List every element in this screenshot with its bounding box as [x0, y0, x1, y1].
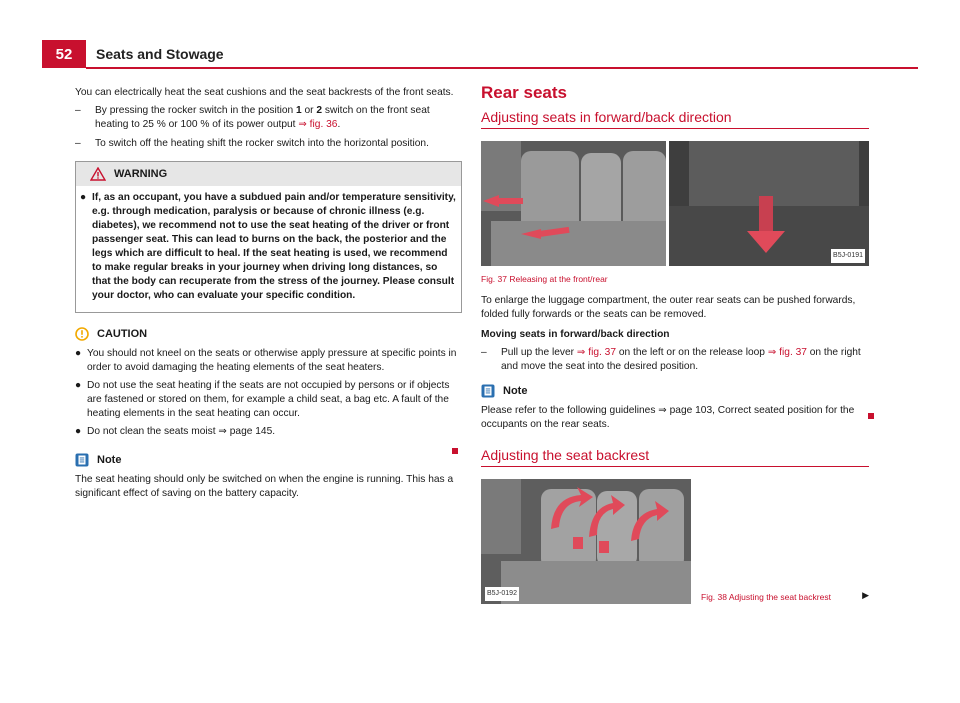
rear-seats-illustration [481, 141, 666, 266]
caution-header [75, 327, 462, 341]
step-1: – By pressing the rocker switch in the position 1 or 2 switch on the front seat heating to 25 % or 100 % of its power output ⇒ fig. 36. [75, 105, 430, 130]
backrest-illustration [481, 479, 691, 604]
moving-step: – Pull up the lever ⇒ fig. 37 on the left or on the release loop ⇒ fig. 37 on the right and move the seat into the desired position. [481, 347, 861, 372]
heading-rule [481, 466, 869, 467]
position-2-label: 2 [316, 105, 323, 116]
continue-arrow-icon: ▶ [862, 590, 869, 600]
header-rule [86, 67, 918, 69]
moving-text-a: Pull up the lever [501, 347, 577, 358]
intro-text: You can electrically heat the seat cushions and the seat backrests of the front seats. [75, 87, 454, 98]
figure-37 [481, 141, 869, 266]
warning-box [75, 161, 462, 313]
caution-item: ● You should not kneel on the seats or otherwise apply pressure at specific points in order to avoid damaging the heating elements of the seat heaters. [75, 347, 462, 375]
moving-seats-heading: Moving seats in forward/back direction [481, 329, 670, 340]
fig-37-tag: B5J-0191 [831, 249, 865, 263]
step-1-end: . [337, 119, 341, 130]
position-1-label: 1 [296, 105, 302, 116]
caution-item: ● Do not clean the seats moist ⇒ page 145. [75, 425, 462, 439]
note-icon [75, 453, 89, 467]
step-2-text: To switch off the heating shift the rocker switch into the horizontal position. [95, 138, 429, 149]
luggage-paragraph: To enlarge the luggage compartment, the outer rear seats can be pushed forwards, folded fully forwards or the seats can be removed. [481, 295, 856, 320]
forward-back-heading: Adjusting seats in forward/back direction [481, 109, 732, 125]
end-square-icon [868, 413, 874, 419]
fig-38-caption: Fig. 38 Adjusting the seat backrest [701, 592, 831, 602]
caution-item-text: Do not clean the seats moist ⇒ page 145. [87, 426, 276, 437]
section-title: Seats and Stowage [96, 46, 224, 62]
warning-title: WARNING [114, 168, 168, 180]
backrest-heading: Adjusting the seat backrest [481, 447, 650, 463]
caution-circle-icon [75, 327, 89, 341]
note-text: Please refer to the following guidelines ⇒ page 103, Correct seated position for the occupants on the rear seats. [481, 405, 855, 430]
warning-body: ● If, as an occupant, you have a subdued pain and/or temperature sensitivity, e.g. through medication, paralysis or because of chronic illness (e.g. diabetes), we recommend not to use the seat heating of the driver or front passenger seat. This can lead to burns on the back, the posterior and the legs which are difficult to heal. If the seat heating is used, we recommend to make regular breaks in your journey when driving long distances, so that the body can recuperate from the stress of the journey. Please consult your doctor, who can evaluate your specific condition. [80, 192, 456, 301]
caution-item-text: Do not use the seat heating if the seats are not occupied by persons or if objects are fastened or stored on them, for example a child seat, a bag etc. A fault of the heating elements in the seat heating can occur. [87, 380, 450, 419]
fig-36-link[interactable]: ⇒ fig. 36 [298, 119, 338, 130]
backrest-photo [481, 479, 691, 604]
figure-38 [481, 479, 869, 604]
left-column [75, 86, 462, 505]
moving-text-b: on the left or on the release loop [616, 347, 768, 358]
fig-37-link[interactable]: ⇒ fig. 37 [767, 347, 807, 358]
note-title: Note [503, 385, 528, 397]
warning-triangle-icon [90, 167, 106, 181]
heading-rule [481, 128, 869, 129]
caution-title: CAUTION [97, 328, 148, 340]
note-text: The seat heating should only be switched on when the engine is running. This has a significant effect of saving on the battery capacity. [75, 474, 454, 499]
note-title: Note [97, 454, 122, 466]
step-1-text-a: By pressing the rocker switch in the position [95, 105, 297, 116]
right-column [481, 83, 869, 604]
end-square-icon [452, 448, 458, 454]
fig-37-link[interactable]: ⇒ fig. 37 [576, 347, 617, 358]
rear-seats-heading: Rear seats [481, 83, 568, 102]
moving-text-c: on the right and move the seat into the desired position. [501, 347, 861, 372]
note-header [481, 384, 869, 398]
release-loop-illustration [669, 141, 869, 266]
note-header [75, 453, 462, 467]
caution-item-text: You should not kneel on the seats or otherwise apply pressure at specific points in order to avoid damaging the heating elements of the seat heaters. [87, 348, 457, 373]
page-number: 52 [42, 40, 86, 68]
step-1-text-b: switch on the front seat heating to 25 % or 100 % of its power output [95, 105, 430, 130]
rear-seats-photo [481, 141, 666, 266]
luggage-compartment-photo [669, 141, 869, 266]
step-1-or: or [301, 105, 317, 116]
fig-38-tag: B5J-0192 [485, 587, 519, 601]
fig-37-caption: Fig. 37 Releasing at the front/rear [481, 274, 608, 284]
warning-header [76, 162, 461, 186]
warning-text: If, as an occupant, you have a subdued pain and/or temperature sensitivity, e.g. through medication, paralysis or because of chronic illness (e.g. diabetes), we recommend not to use the seat heating of the driver or front passenger seat. This can lead to burns on the back, the posterior and the legs which are difficult to heal. If the seat heating is used, we recommend to make regular breaks in your journey when driving long distances, so that the body can recuperate from the stress of the journey. Please consult your doctor, who can evaluate your specific condition. [92, 192, 456, 301]
caution-item: ● Do not use the seat heating if the seats are not occupied by persons or if objects are fastened or stored on them, for example a child seat, a bag etc. A fault of the heating elements in the seat heating can occur. [75, 379, 462, 421]
step-2: – To switch off the heating shift the rocker switch into the horizontal position. [75, 137, 462, 151]
note-icon [481, 384, 495, 398]
